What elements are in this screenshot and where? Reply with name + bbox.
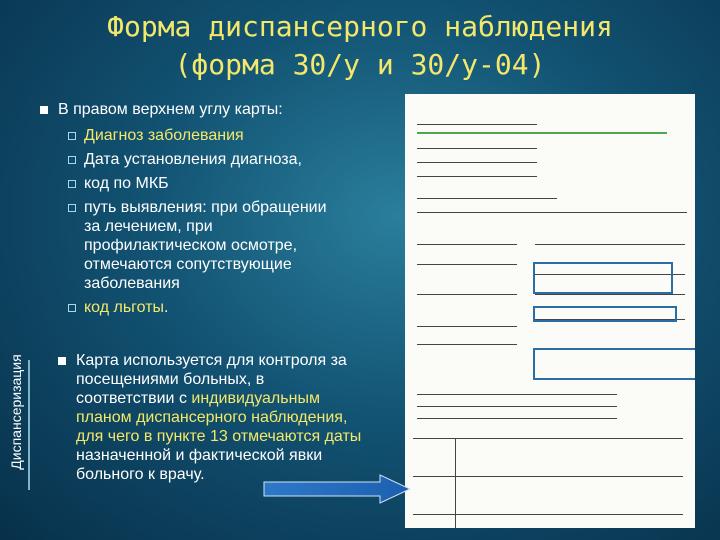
vertical-divider [28,360,30,490]
highlight-frame [533,262,673,294]
sub-bullet-icon [68,204,76,212]
sub-bullet-icon [68,156,76,164]
bullet-square-icon [40,106,48,114]
sub-bullet-icon [68,132,76,140]
sub-bullet-icon [68,304,76,312]
list-item: путь выявления: при обращении за лечением, при профилактическом осмотре, отмечаются сопутствующие заболевания [84,198,384,293]
highlight-frame [533,306,677,322]
bullet-1-text: В правом верхнем углу карты: [58,101,283,118]
list-item: Диагноз заболевания [84,126,384,145]
list-item: код по МКБ [84,174,384,193]
bullet-2-text: Карта используется для контроля за посещениями больных, в соответствии с индивидуальным планом диспансерного наблюдения, для чего в пункте 13 отмечаются даты назначенной и фактической явки больного к врачу. [76,352,362,483]
page-title [40,8,680,84]
vertical-section-label: Диспансеризация [8,354,24,470]
title-line-2: (форма 30/у и 30/у-04) [174,48,546,81]
arrow-icon [262,474,412,504]
sub-bullet-icon [68,180,76,188]
list-item: Дата установления диагноза, [84,150,384,169]
title-line-1: Форма диспансерного наблюдения [107,10,613,43]
form-30-document-image [405,94,695,528]
bullet-square-icon [58,357,66,365]
list-item: код льготы. [84,298,384,317]
highlight-frame [533,348,695,380]
